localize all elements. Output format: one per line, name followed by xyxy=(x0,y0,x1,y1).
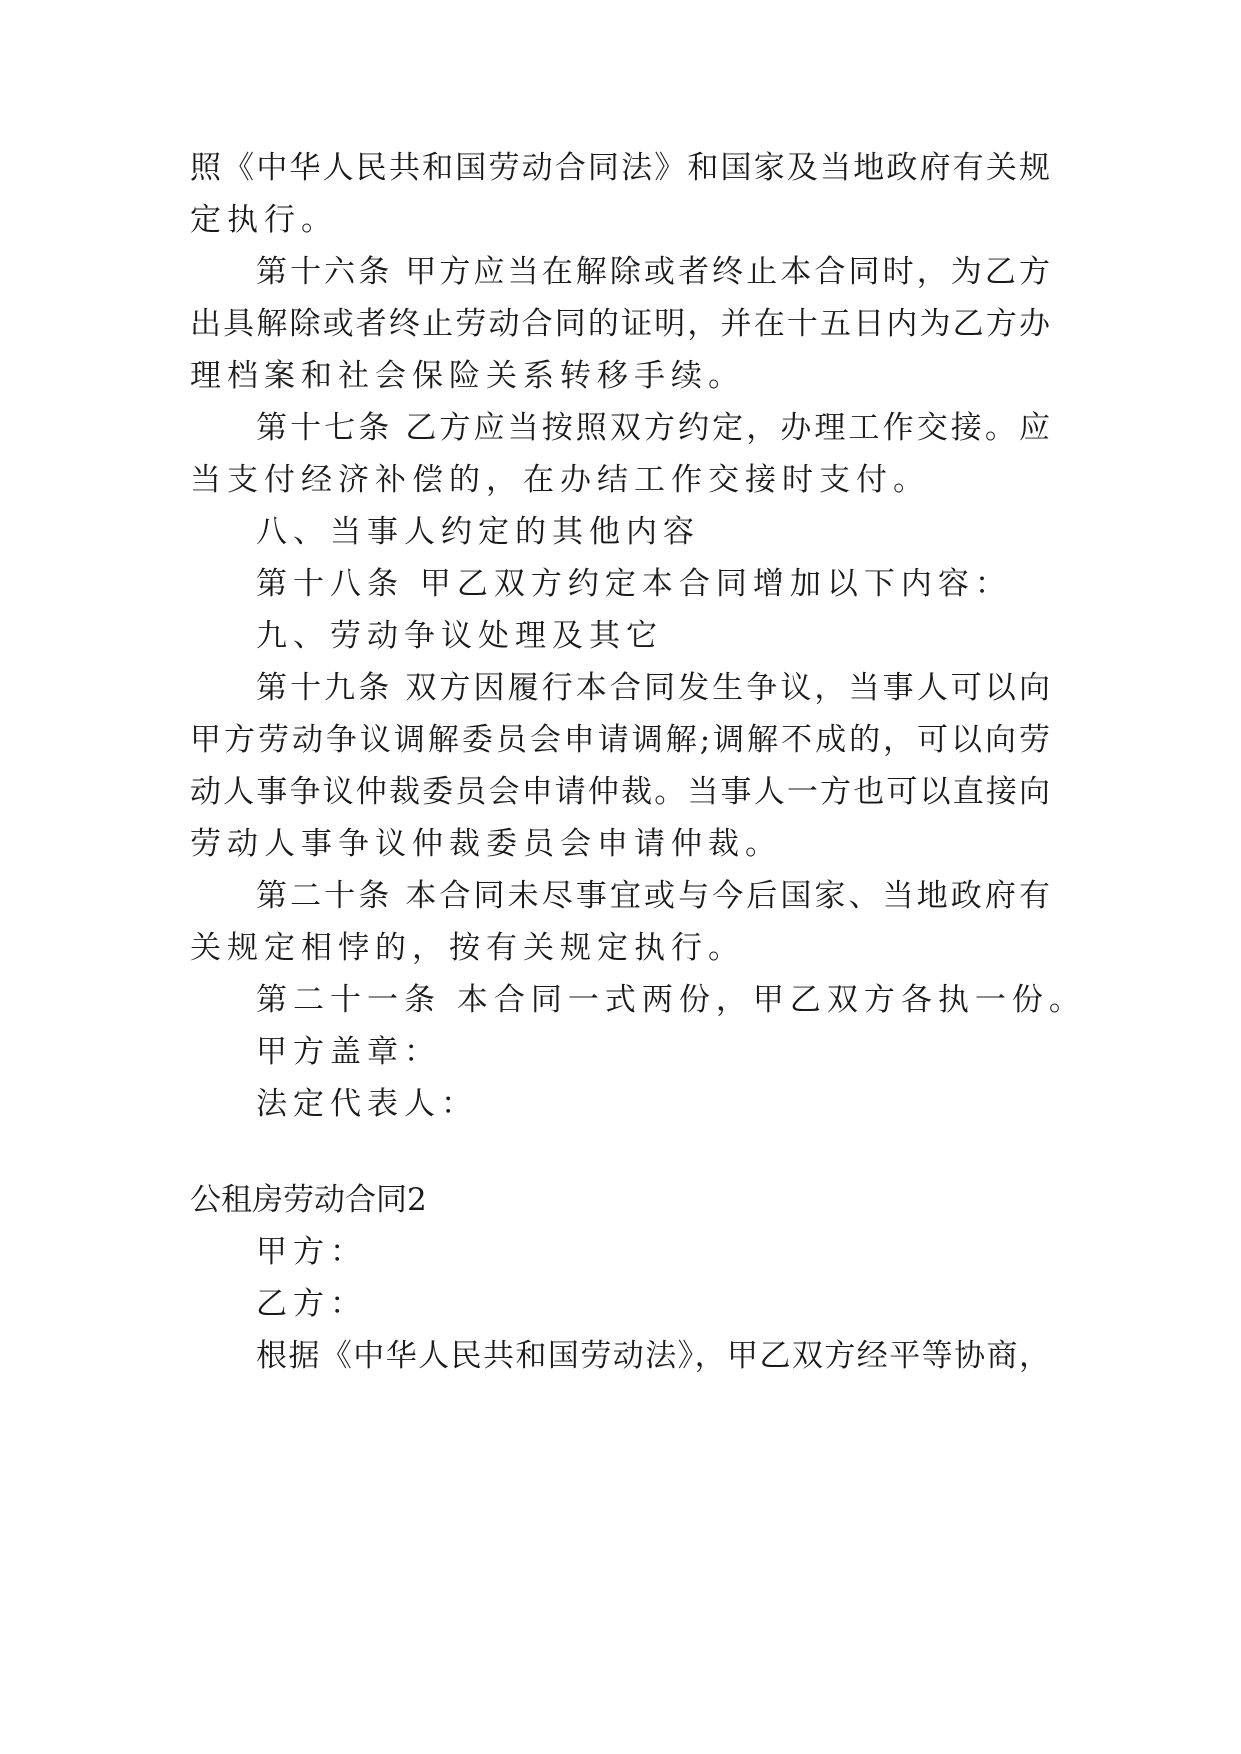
party-a-seal-label: 甲方盖章： xyxy=(256,1034,441,1070)
contract-title: 公租房劳动合同2 xyxy=(190,1182,427,1218)
body-text-line: 关规定相悖的，按有关规定执行。 xyxy=(190,930,745,966)
body-text-line: 当支付经济补偿的，在办结工作交接时支付。 xyxy=(190,462,930,498)
party-b-label: 乙方： xyxy=(256,1286,367,1322)
section-heading-9: 九、劳动争议处理及其它 xyxy=(256,618,663,654)
section-heading-8: 八、当事人约定的其他内容 xyxy=(256,514,700,550)
article-18-text: 第十八条 甲乙双方约定本合同增加以下内容： xyxy=(256,566,1012,602)
preamble-text: 根据《中华人民共和国劳动法》，甲乙双方经平等协商， xyxy=(256,1338,1050,1374)
body-text-line: 动人事争议仲裁委员会申请仲裁。当事人一方也可以直接向 xyxy=(190,774,1050,810)
article-16-text: 第十六条 甲方应当在解除或者终止本合同时，为乙方 xyxy=(256,254,1050,290)
body-text-line: 定执行。 xyxy=(190,202,338,238)
body-text-line: 出具解除或者终止劳动合同的证明，并在十五日内为乙方办 xyxy=(190,306,1050,342)
article-17-text: 第十七条 乙方应当按照双方约定，办理工作交接。应 xyxy=(256,410,1050,446)
article-20-text: 第二十条 本合同未尽事宜或与今后国家、当地政府有 xyxy=(256,878,1050,914)
party-a-label: 甲方： xyxy=(256,1234,367,1270)
body-text-line: 照《中华人民共和国劳动合同法》和国家及当地政府有关规 xyxy=(190,150,1050,186)
body-text-line: 理档案和社会保险关系转移手续。 xyxy=(190,358,745,394)
body-text-line: 劳动人事争议仲裁委员会申请仲裁。 xyxy=(190,826,782,862)
legal-representative-label: 法定代表人： xyxy=(256,1086,478,1122)
article-21-text: 第二十一条 本合同一式两份，甲乙双方各执一份。 xyxy=(256,982,1086,1018)
article-19-text: 第十九条 双方因履行本合同发生争议，当事人可以向 xyxy=(256,670,1050,706)
body-text-line: 甲方劳动争议调解委员会申请调解;调解不成的，可以向劳 xyxy=(190,722,1050,758)
